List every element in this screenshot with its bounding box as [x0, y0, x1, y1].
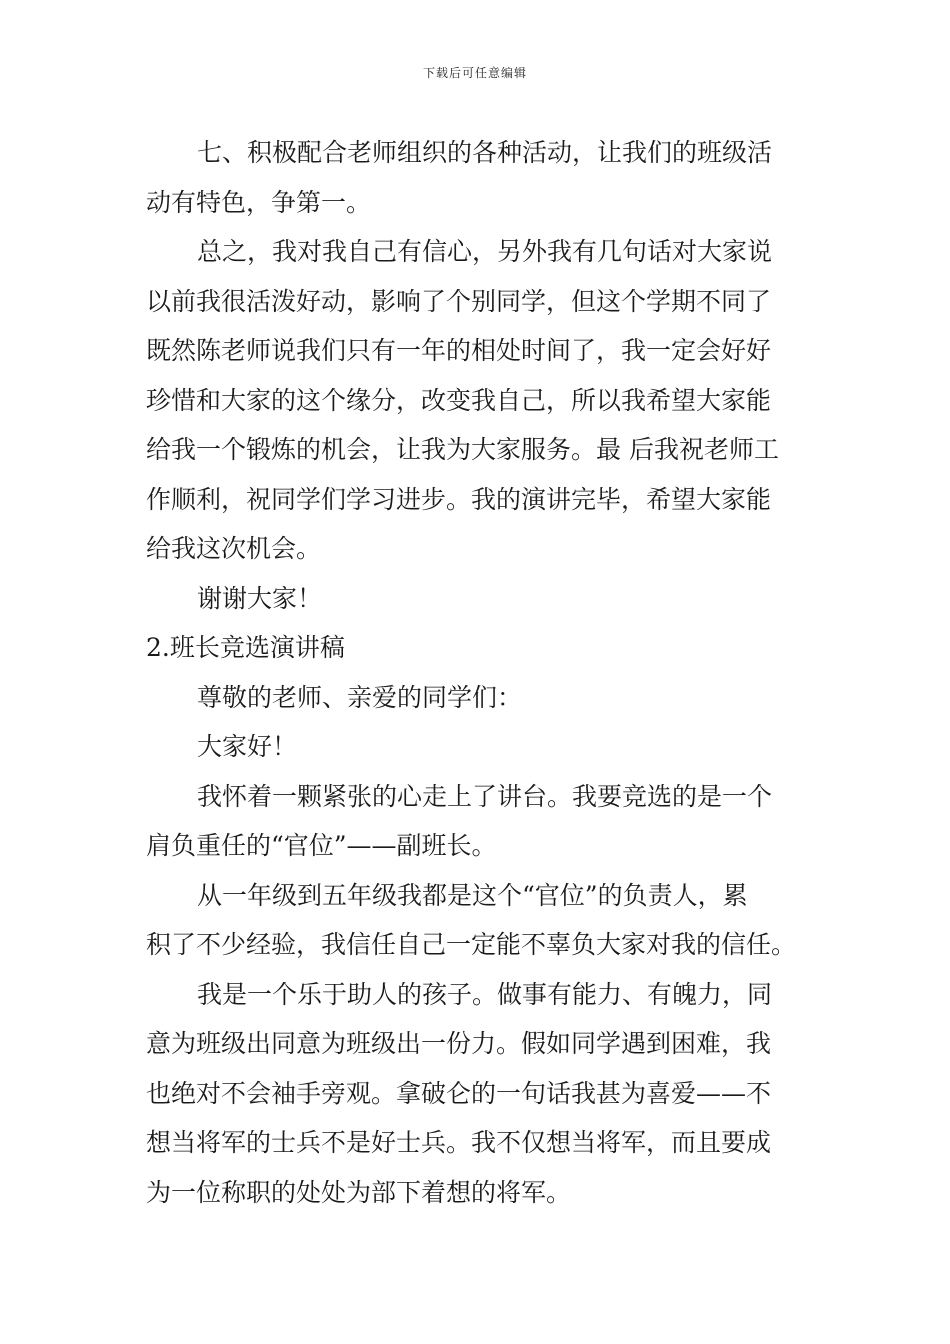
paragraph-line: 我怀着一颗紧张的心走上了讲台。我要竞选的是一个: [197, 781, 773, 811]
page-header: 下载后可任意编辑: [422, 66, 527, 80]
paragraph-line: 作顺利，祝同学们学习进步。我的演讲完毕，希望大家能: [146, 484, 772, 514]
paragraph-line: 从一年级到五年级我都是这个“官位”的负责人，累: [197, 880, 748, 910]
paragraph-line: 我是一个乐于助人的孩子。做事有能力、有魄力，同: [197, 979, 773, 1009]
paragraph-line: 为一位称职的处处为部下着想的将军。: [146, 1177, 572, 1207]
section-heading: 2.班长竞选演讲稿: [146, 633, 345, 662]
paragraph-line: 给我一个锻炼的机会，让我为大家服务。最 后我祝老师工: [146, 435, 779, 464]
salutation-line: 尊敬的老师、亲爱的同学们：: [197, 682, 523, 712]
paragraph-line: 意为班级出同意为班级出一份力。假如同学遇到困难，我: [146, 1029, 772, 1058]
paragraph-line: 七、积极配合老师组织的各种活动，让我们的班级活: [197, 138, 773, 167]
paragraph-line: 也绝对不会袖手旁观。拿破仑的一句话我甚为喜爱——不: [146, 1078, 772, 1108]
paragraph-line: 总之，我对我自己有信心，另外我有几句话对大家说: [197, 237, 773, 266]
paragraph-line: 珍惜和大家的这个缘分，改变我自己，所以我希望大家能: [146, 385, 772, 415]
greeting-line: 大家好！: [197, 732, 298, 761]
paragraph-line: 谢谢大家！: [197, 583, 323, 613]
paragraph-line: 肩负重任的“官位”——副班长。: [146, 831, 497, 860]
paragraph-line: 想当将军的士兵不是好士兵。我不仅想当将军，而且要成: [146, 1128, 772, 1157]
paragraph-line: 给我这次机会。: [146, 534, 322, 563]
paragraph-line: 积了不少经验，我信任自己一定能不辜负大家对我的信任。: [146, 930, 797, 959]
document-body: [146, 128, 808, 1217]
paragraph-line: 以前我很活泼好动，影响了个别同学，但这个学期不同了: [146, 286, 772, 316]
paragraph-line: 既然陈老师说我们只有一年的相处时间了，我一定会好好: [146, 336, 772, 365]
paragraph-line: 动有特色，争第一。: [146, 187, 372, 217]
